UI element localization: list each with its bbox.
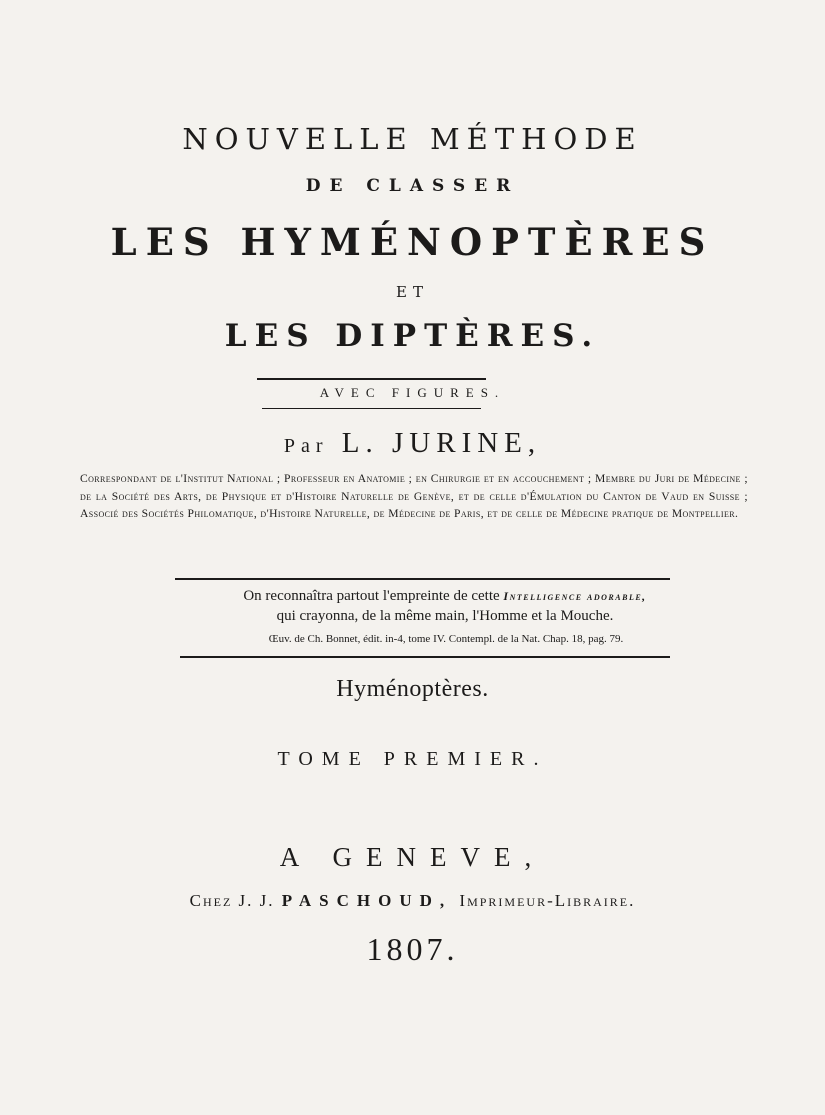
author-line <box>0 427 825 460</box>
imprint-city: A GENEVE, <box>279 842 546 872</box>
avec-figures: AVEC FIGURES. <box>319 385 506 400</box>
publication-year: 1807. <box>366 931 459 967</box>
epigraph-rule-bottom <box>180 656 670 658</box>
figures-rule-bottom <box>262 408 481 409</box>
tome-label: TOME PREMIER. <box>277 748 548 770</box>
imprint-name: PASCHOUD, <box>281 891 453 910</box>
volume-name: Hyménoptères. <box>336 676 489 702</box>
epigraph-line-1-start: On reconnaîtra partout l'empreinte de cette <box>243 588 504 604</box>
imprint-role: Imprimeur-Libraire. <box>459 891 636 910</box>
author-name: L. JURINE, <box>341 427 542 459</box>
epigraph-citation: Œuv. de Ch. Bonnet, édit. in-4, tome IV. Contempl. de la Nat. Chap. 18, pag. 79. <box>268 633 624 645</box>
author-prefix: Par <box>283 435 329 457</box>
title-line-de-classer: DE CLASSER <box>305 176 520 196</box>
imprint-prefix: Chez J. J. <box>189 891 275 910</box>
author-credentials: Correspondant de l'Institut National ; Professeur en Anatomie ; en Chirurgie et en accouchement ; Membre du Juri de Médecine ; de la Société des Arts, de Physique et d'Histoire Naturelle de Genève, et de celle d'Émulation du Canton de Vaud en Suisse ; Associé des Sociétés Philomatique, d'Histoire Naturelle, de Médecine de Paris, et de celle de Médecine pratique de Montpellier. <box>80 472 748 521</box>
epigraph-rule-top <box>175 578 670 580</box>
epigraph-emphasis: Intelligence adorable, <box>503 589 647 603</box>
figures-rule-top <box>257 378 486 380</box>
title-line-dipteres: LES DIPTÈRES. <box>224 318 601 354</box>
imprint-line <box>0 891 825 911</box>
title-line-hymenopteres: LES HYMÉNOPTÈRES <box>110 220 715 264</box>
title-line-nouvelle-methode: NOUVELLE MÉTHODE <box>182 122 643 156</box>
title-line-et: ET <box>396 283 429 301</box>
epigraph-line-2: qui crayonna, de la même main, l'Homme et la Mouche. <box>276 608 614 624</box>
epigraph-line-1 <box>110 588 780 605</box>
